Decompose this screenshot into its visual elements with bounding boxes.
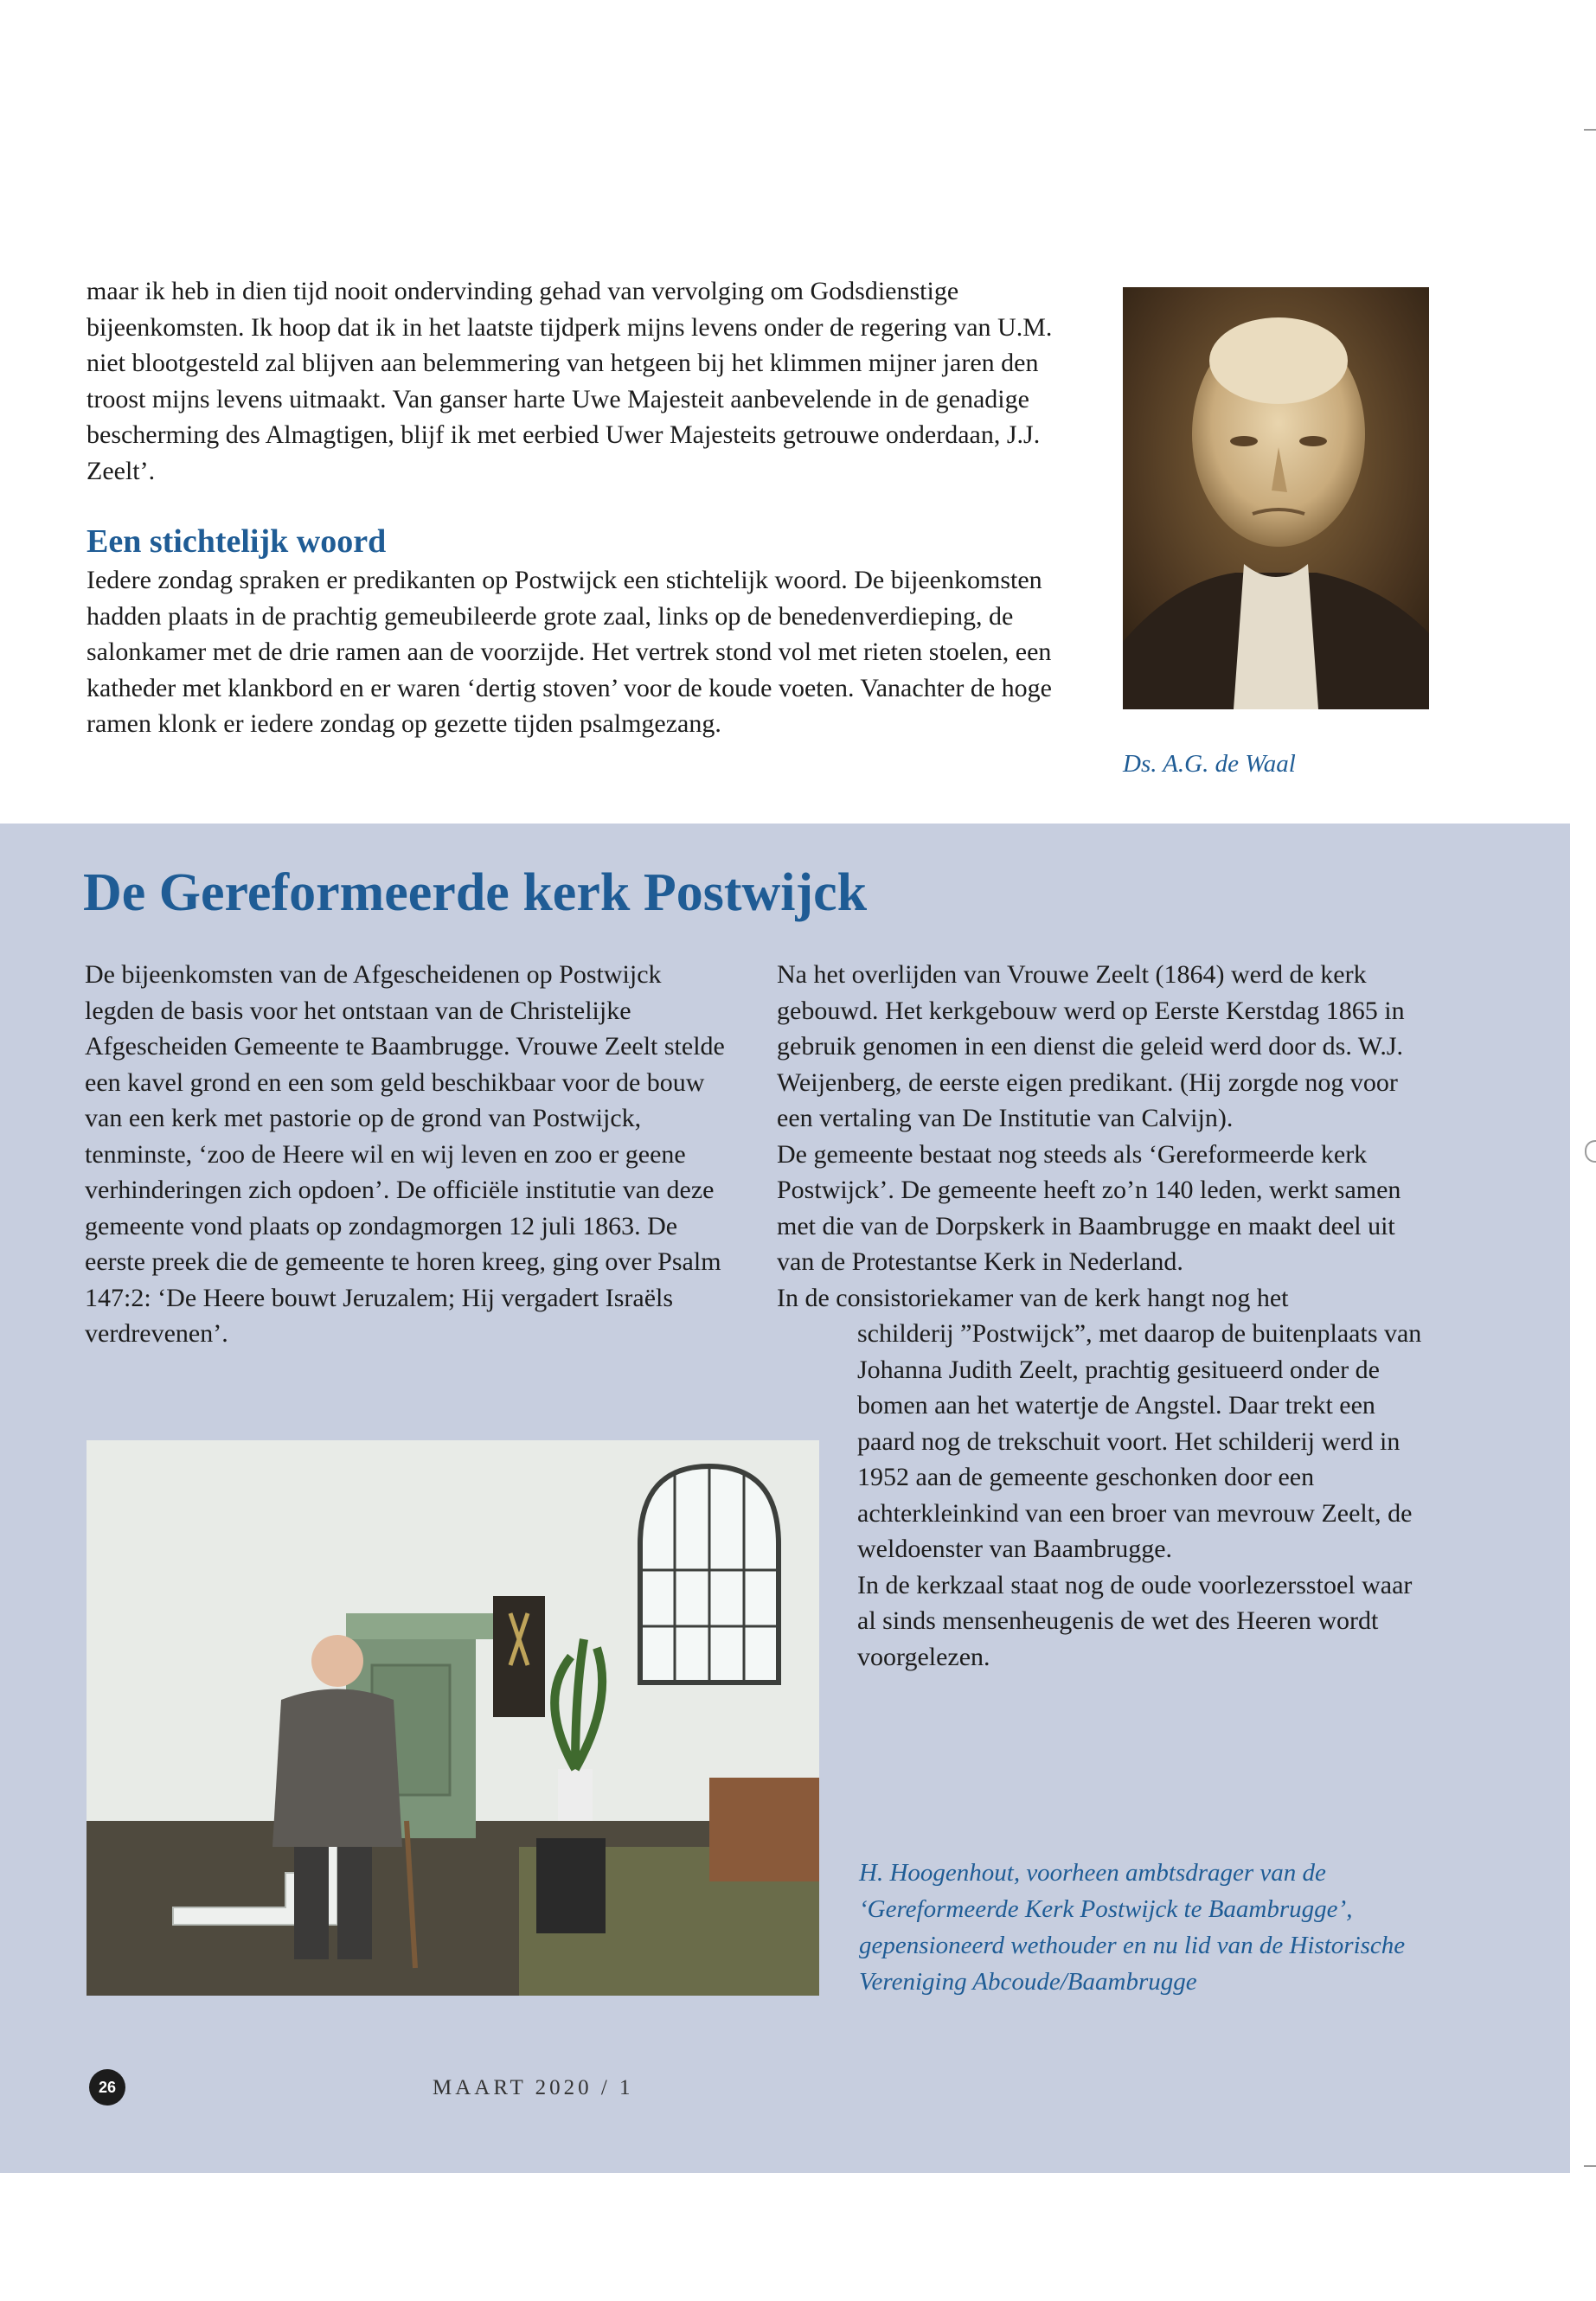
- article-title: De Gereformeerde kerk Postwijck: [83, 863, 868, 922]
- right-paragraph: In de consistoriekamer van de kerk hangt nog het: [777, 1283, 1289, 1312]
- author-credit: H. Hoogenhout, voorheen ambtsdrager van de ‘Gereformeerde Kerk Postwijck te Baambrugge’, gepensioneerd wethouder en nu lid van de Historische Vereniging Abcoude/Baambrugge: [859, 1859, 1406, 1996]
- article-right-column: [777, 957, 1427, 1675]
- crop-mark-middle: [1585, 1140, 1596, 1163]
- right-paragraph-indented: In de kerkzaal staat nog de oude voorlezersstoel waar al sinds mensenheugenis de wet des Heeren wordt voorgelezen.: [857, 1570, 1413, 1671]
- page-number-badge: 26: [89, 2069, 125, 2106]
- section-paragraph: Iedere zondag spraken er predikanten op Postwijck een stichtelijk woord. De bijeenkomsten hadden plaats in de prachtig gemeubileerde grote zaal, links op de benedenverdieping, de salonkamer met de drie ramen aan de voorzijde. Het vertrek stond vol met rieten stoelen, een katheder met klankbord en er waren ‘dertig stoven’ voor de koude voeten. Vanachter de hoge ramen klonk er iedere zondag op gezette tijden psalmgezang.: [87, 566, 1052, 738]
- intro-paragraph: maar ik heb in dien tijd nooit ondervinding gehad van vervolging om Godsdienstige bijeenkomsten. Ik hoop dat ik in het laatste tijdperk mijns levens onder de regering van U.M. niet blootgesteld zal blijven aan belemmering van hetgeen bij het klimmen mijner jaren den troost mijns levens uitmaakt. Van ganser harte Uwe Majesteit aanbevelende in de genadige bescherming des Almagtigen, blijf ik met eerbied Uwer Majesteits getrouwe onderdaan, J.J. Zeelt’.: [87, 277, 1053, 485]
- portrait-caption: Ds. A.G. de Waal: [1123, 750, 1296, 778]
- issue-label: MAART 2020 / 1: [433, 2076, 634, 2099]
- crop-mark-bottom: [1584, 2165, 1596, 2167]
- right-paragraph: Na het overlijden van Vrouwe Zeelt (1864) werd de kerk gebouwd. Het kerkgebouw werd op Eerste Kerstdag 1865 in gebruik genomen in een dienst die geleid werd door ds. W.J. Weijenberg, de eerste eigen predikant. (Hij zorgde nog voor een vertaling van De Institutie van Calvijn).: [777, 960, 1405, 1132]
- section-heading: Een stichtelijk woord: [87, 523, 387, 560]
- crop-mark-top: [1584, 129, 1596, 131]
- portrait-photo: [1123, 287, 1429, 709]
- article-left-paragraph: De bijeenkomsten van de Afgescheidenen op Postwijck legden de basis voor het ontstaan van de Christelijke Afgescheiden Gemeente te Baambrugge. Vrouwe Zeelt stelde een kavel grond en een som geld beschikbaar voor de bouw van een kerk met pastorie op de grond van Postwijck, tenminste, ‘zoo de Heere wil en wij leven en zoo er geene verhinderingen zich opdoen’. De officiële institutie van deze gemeente vond plaats op zondagmorgen 12 juli 1863. De eerste preek die de gemeente te horen kreeg, ging over Psalm 147:2: ‘De Heere bouwt Jeruzalem; Hij vergadert Israëls verdrevenen’.: [85, 960, 725, 1348]
- right-paragraph-indented: schilderij ”Postwijck”, met daarop de buitenplaats van Johanna Judith Zeelt, prachtig gesitueerd onder de bomen aan het watertje de Angstel. Daar trekt een paard nog de trekschuit voort. Het schilderij werd in 1952 aan de gemeente geschonken door een achterkleinkind van een broer van mevrouw Zeelt, de weldoenster van Baambrugge.: [857, 1319, 1422, 1563]
- church-interior-photo: [87, 1440, 819, 1996]
- right-paragraph: De gemeente bestaat nog steeds als ‘Gereformeerde kerk Postwijck’. De gemeente heeft zo’n 140 leden, werkt samen met die van de Dorpskerk in Baambrugge en maakt deel uit van de Protestantse Kerk in Nederland.: [777, 1139, 1401, 1276]
